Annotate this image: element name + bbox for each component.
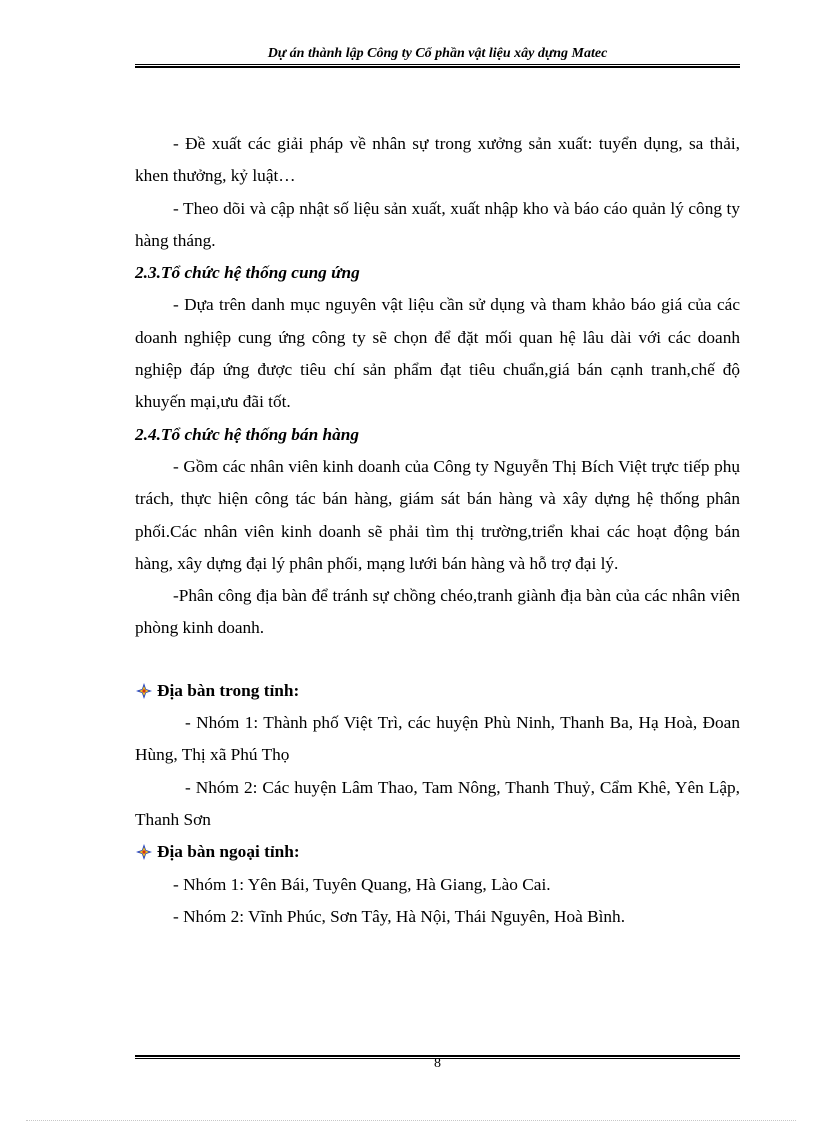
page-number: 8: [434, 1056, 441, 1071]
group-item: - Nhóm 2: Vĩnh Phúc, Sơn Tây, Hà Nội, Thái Nguyên, Hoà Bình.: [173, 906, 626, 926]
group-item: - Nhóm 1: Thành phố Việt Trì, các huyện Phù Ninh, Thanh Ba, Hạ Hoà, Đoan Hùng, Thị xã Phú Thọ: [135, 713, 740, 765]
in-province-label: Địa bàn trong tỉnh:: [157, 680, 300, 700]
paragraph: - Gồm các nhân viên kinh doanh của Công ty Nguyễn Thị Bích Việt trực tiếp phụ trách, thực hiện công tác bán hàng, giám sát bán hàng và xây dựng hệ thống phân phối.Các nhân viên kinh doanh sẽ phải tìm thị trường,triển khai các hoạt động bán hàng, xây dựng đại lý phân phối, mạng lưới bán hàng và hỗ trợ đại lý.: [135, 456, 740, 573]
paragraph: - Dựa trên danh mục nguyên vật liệu cần sử dụng và tham khảo báo giá của các doanh nghiệp cung ứng công ty sẽ chọn để đặt mối quan hệ lâu dài với các doanh nghiệp đáp ứng được tiêu chí sản phẩm đạt tiêu chuẩn,giá bán cạnh tranh,chế độ khuyến mại,ưu đãi tốt.: [135, 295, 740, 412]
out-province-label: Địa bàn ngoại tỉnh:: [157, 842, 300, 862]
section-heading: 2.3.Tổ chức hệ thống cung ứng: [135, 263, 360, 283]
document-body: [135, 128, 740, 933]
in-province-heading: [135, 675, 740, 707]
out-province-heading: [135, 836, 740, 868]
arrow-bullet-icon: [135, 682, 153, 700]
paragraph: - Đề xuất các giải pháp về nhân sự trong xưởng sản xuất: tuyển dụng, sa thải, khen thưởng, kỷ luật…: [135, 134, 740, 186]
arrow-bullet-icon: [135, 843, 153, 861]
spacer: [135, 645, 740, 675]
page-header-title: Dự án thành lập Công ty Cổ phần vật liệu xây dựng Matec: [267, 46, 608, 61]
section-heading: 2.4.Tổ chức hệ thống bán hàng: [135, 424, 360, 444]
group-item: - Nhóm 1: Yên Bái, Tuyên Quang, Hà Giang, Lào Cai.: [173, 874, 551, 894]
group-item: - Nhóm 2: Các huyện Lâm Thao, Tam Nông, Thanh Thuỷ, Cẩm Khê, Yên Lập, Thanh Sơn: [135, 777, 740, 829]
paragraph: -Phân công địa bàn để tránh sự chồng chéo,tranh giành địa bàn của các nhân viên phòng kinh doanh.: [135, 586, 740, 638]
page-edge-divider: [26, 1120, 796, 1121]
paragraph: - Theo dõi và cập nhật số liệu sản xuất, xuất nhập kho và báo cáo quản lý công ty hàng tháng.: [135, 198, 740, 250]
header-rule: [135, 64, 740, 68]
